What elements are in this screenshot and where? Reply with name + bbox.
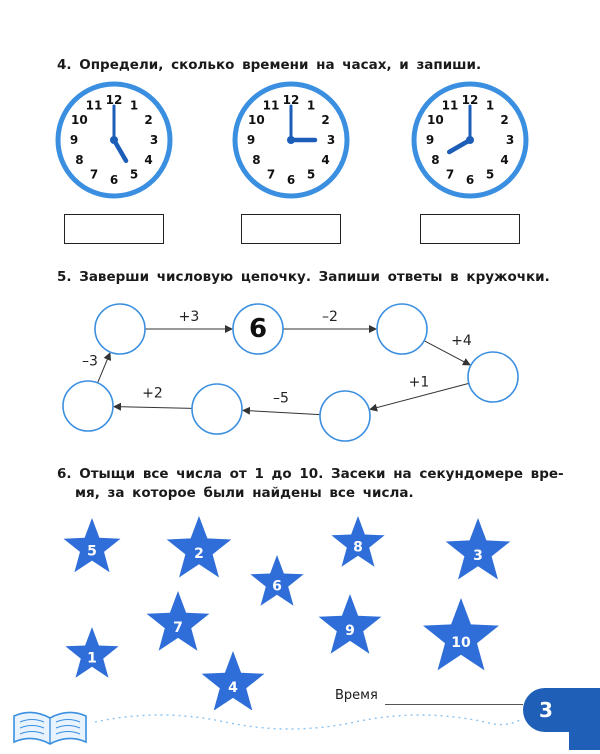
clock-number: 7: [266, 167, 276, 182]
star-9[interactable]: [319, 594, 382, 654]
chain-operation: –3: [82, 353, 98, 370]
star-number: 10: [451, 634, 471, 651]
page-edge-bar: [569, 688, 600, 750]
clock-number: 7: [445, 167, 455, 182]
clock-number: 8: [431, 153, 440, 167]
clock-number: 10: [248, 113, 265, 127]
clock-number: 9: [69, 133, 79, 147]
chain-node-value: 6: [248, 314, 268, 344]
chain-arrow: [114, 407, 192, 409]
chain-node-1[interactable]: [95, 304, 145, 354]
clock-number: 5: [306, 167, 316, 182]
star-10[interactable]: [423, 598, 499, 670]
star-number: 5: [87, 543, 97, 560]
clock-number: 9: [425, 133, 435, 147]
clock-number: 1: [306, 98, 316, 113]
star-2[interactable]: [167, 516, 232, 578]
stars-field: [0, 510, 600, 710]
time-label: Время: [335, 688, 378, 703]
clock-number: 11: [85, 98, 103, 113]
bottom-decoration: [0, 700, 600, 754]
task-5-title: 5. Заверши числовую цепочку. Запиши ответы в кружочки.: [57, 269, 550, 285]
clock-answer-box-1[interactable]: [64, 214, 164, 244]
clock-number: 1: [129, 98, 139, 113]
chain-arrow: [98, 353, 110, 383]
chain-circle[interactable]: [377, 304, 427, 354]
clock-number: 7: [89, 167, 99, 182]
clock-number: 3: [149, 133, 159, 147]
clock-number: 12: [282, 93, 300, 107]
chain-node-4[interactable]: [468, 352, 518, 402]
clock-number: 8: [252, 153, 261, 167]
clock-number: 5: [129, 167, 139, 182]
chain-circle[interactable]: [95, 304, 145, 354]
star-8[interactable]: [331, 516, 384, 567]
clock-number: 1: [485, 98, 495, 113]
chain-operation: +3: [178, 309, 200, 325]
clock-3: [414, 84, 526, 196]
task-6-title-line-2: мя, за которое были найдены все числа.: [75, 485, 414, 501]
star-number: 6: [272, 578, 282, 595]
clock-number: 3: [326, 133, 336, 147]
chain-operation: +1: [408, 374, 430, 391]
chain-node-2[interactable]: [233, 304, 283, 354]
chain-node-7[interactable]: [63, 381, 113, 431]
clock-1: [58, 84, 170, 196]
star-1[interactable]: [65, 627, 118, 678]
clock-number: 3: [505, 133, 515, 147]
page-number-tab: 3: [523, 688, 569, 732]
star-number: 2: [194, 546, 204, 563]
clocks: [0, 0, 600, 200]
clock-number: 11: [441, 98, 459, 113]
star-7[interactable]: [147, 591, 210, 651]
clock-number: 2: [321, 113, 330, 127]
clock-number: 6: [109, 173, 119, 187]
clock-center: [287, 136, 295, 144]
clock-number: 11: [262, 98, 280, 113]
time-answer-line[interactable]: [385, 704, 523, 705]
chain-arrow: [243, 410, 320, 414]
chain-circle[interactable]: [63, 381, 113, 431]
chain-operation: –2: [322, 309, 338, 325]
clock-number: 9: [246, 133, 256, 147]
chain-node-6[interactable]: [192, 384, 242, 434]
number-chain: [0, 290, 600, 450]
chain-circle[interactable]: [192, 384, 242, 434]
task-4-title: 4. Определи, сколько времени на часах, и запиши.: [57, 57, 482, 73]
clock-2: [235, 84, 347, 196]
clock-number: 12: [105, 93, 123, 107]
chain-operation: –5: [273, 390, 289, 407]
chain-operation: +2: [142, 385, 163, 402]
clock-number: 4: [321, 153, 330, 167]
star-number: 4: [228, 679, 238, 696]
chain-circle[interactable]: [320, 391, 370, 441]
star-3[interactable]: [446, 518, 511, 580]
clock-center: [110, 136, 118, 144]
clock-number: 6: [286, 173, 296, 187]
clock-answer-box-3[interactable]: [420, 214, 520, 244]
clock-number: 8: [75, 153, 84, 167]
clock-number: 4: [500, 153, 509, 167]
chain-operation: +4: [451, 333, 472, 349]
clock-number: 4: [144, 153, 153, 167]
clock-number: 10: [427, 113, 444, 127]
chain-circle[interactable]: [468, 352, 518, 402]
clock-number: 5: [485, 167, 495, 182]
star-number: 3: [473, 548, 483, 565]
open-book-icon: [14, 712, 86, 744]
task-6-title-line-1: 6. Отыщи все числа от 1 до 10. Засеки на секундомере вре-: [57, 466, 564, 482]
chain-node-5[interactable]: [320, 391, 370, 441]
clock-number: 2: [500, 113, 509, 127]
star-number: 7: [173, 619, 183, 636]
star-6[interactable]: [250, 555, 303, 606]
clock-answer-box-2[interactable]: [241, 214, 341, 244]
clock-number: 10: [71, 113, 88, 127]
clock-number: 2: [144, 113, 153, 127]
clock-center: [466, 136, 474, 144]
clock-number: 12: [461, 93, 479, 107]
star-number: 9: [345, 622, 355, 639]
star-number: 1: [87, 650, 97, 667]
chain-node-3[interactable]: [377, 304, 427, 354]
star-5[interactable]: [64, 518, 121, 572]
star-number: 8: [353, 539, 363, 556]
dotted-swirl-decoration: [95, 715, 520, 729]
clock-number: 6: [465, 173, 475, 187]
